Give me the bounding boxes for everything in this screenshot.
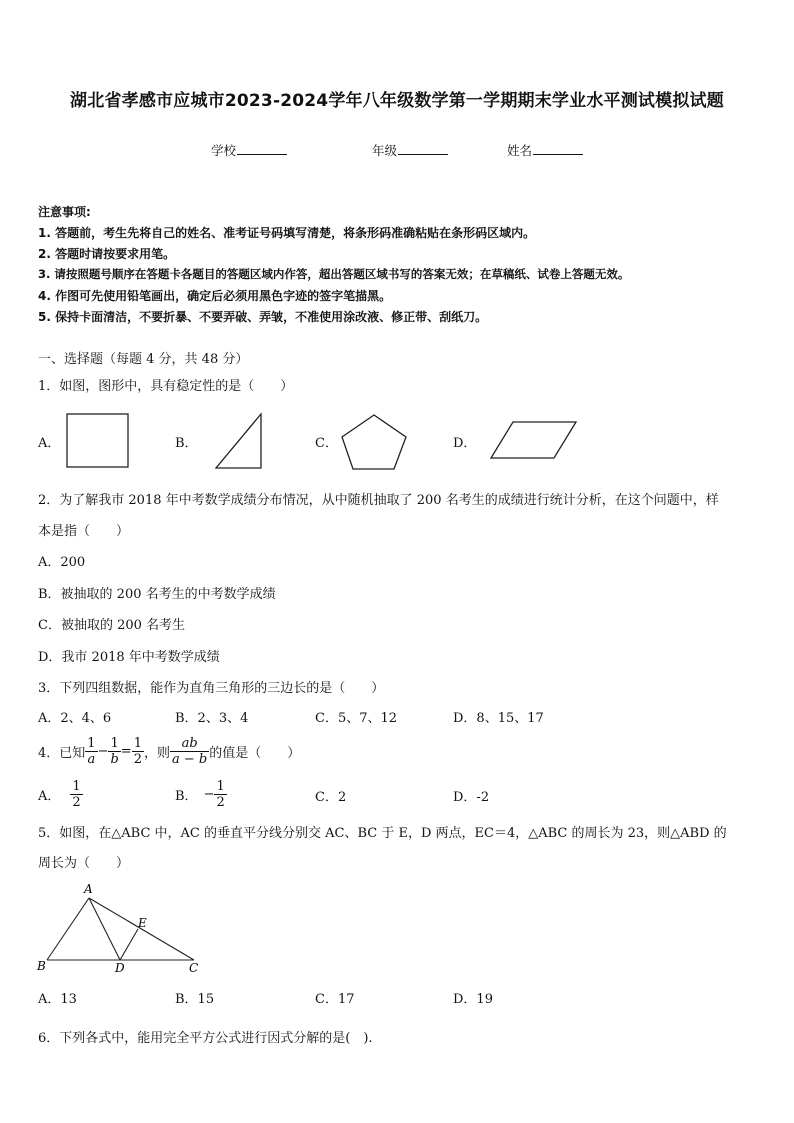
notice-item: 5. 保持卡面清洁，不要折暴、不要弄破、弄皱，不准使用涂改液、修正带、刮纸刀。: [38, 310, 488, 324]
q4-prefix: 4．已知: [38, 745, 86, 761]
minus-sign: −: [97, 743, 109, 759]
fraction-1-over-a: [85, 736, 97, 767]
parallelogram-icon: [489, 420, 579, 460]
fraction-one-half: [214, 779, 226, 810]
page-title: 湖北省孝感市应城市2023-2024学年八年级数学第一学期期末学业水平测试模拟试题: [70, 91, 724, 111]
triangle-abc-diagram: [34, 880, 209, 976]
fraction-denominator: b: [110, 751, 119, 767]
q3-option-d[interactable]: D．8、15、17: [453, 711, 544, 726]
square-icon: [66, 413, 130, 469]
name-field[interactable]: [507, 141, 583, 159]
vertex-label-c: C: [189, 961, 199, 975]
fraction-numerator: 1: [110, 735, 119, 751]
question-3-stem: 3．下列四组数据，能作为直角三角形的三边长的是（ ）: [38, 681, 385, 696]
grade-label: 年级: [372, 143, 398, 158]
q4-option-b[interactable]: [175, 776, 227, 812]
question-2-stem-cont: 本是指（ ）: [38, 524, 130, 539]
minus-sign: −: [203, 786, 215, 802]
notice-item: 1. 答题前，考生先将自己的姓名、准考证号码填写清楚，将条形码准确粘贴在条形码区域内。: [38, 226, 536, 240]
q5-option-c[interactable]: C．17: [315, 992, 355, 1007]
q4-mid: ，则: [143, 745, 170, 761]
fraction-numerator: 1: [216, 778, 225, 794]
q5-option-b[interactable]: B．15: [175, 992, 215, 1007]
question-5-stem: 5．如图，在△ABC 中，AC 的垂直平分线分别交 AC、BC 于 E，D 两点，EC＝4，△ABC 的周长为 23，则△ABD 的: [38, 826, 727, 841]
fraction-denominator: 2: [133, 751, 142, 767]
section-heading: 一、选择题（每题 4 分，共 48 分）: [38, 352, 249, 367]
q5-option-a[interactable]: A．13: [38, 992, 77, 1007]
name-label: 姓名: [507, 143, 533, 158]
option-label: A．: [38, 788, 61, 804]
q2-option-d[interactable]: D．我市 2018 年中考数学成绩: [38, 650, 220, 665]
question-1-stem: 1．如图，图形中，具有稳定性的是（ ）: [38, 379, 294, 394]
fraction-numerator: 1: [87, 735, 96, 751]
fraction-denominator: 2: [216, 794, 225, 810]
question-6-stem: 6．下列各式中，能用完全平方公式进行因式分解的是( ).: [38, 1031, 386, 1046]
q4-suffix: 的值是（ ）: [209, 745, 301, 761]
fraction-one-half: [70, 779, 82, 810]
q1-option-c[interactable]: C．: [315, 436, 338, 451]
q2-option-a[interactable]: A．200: [38, 555, 86, 570]
school-blank[interactable]: [237, 142, 287, 155]
notice-item: 3. 请按照题号顺序在答题卡各题目的答题区域内作答，超出答题区域书写的答案无效；在草稿纸、试卷上答题无效。: [38, 267, 630, 281]
grade-blank[interactable]: [398, 142, 448, 155]
q3-option-b[interactable]: B．2、3、4: [175, 711, 249, 726]
notice-item: 4. 作图可先使用铅笔画出，确定后必须用黑色字迹的签字笔描黑。: [38, 289, 392, 303]
school-label: 学校: [211, 143, 237, 158]
q3-option-a[interactable]: A．2、4、6: [38, 711, 112, 726]
fraction-1-over-2: [132, 736, 144, 767]
q1-option-d[interactable]: D．: [453, 436, 477, 451]
vertex-label-a: A: [84, 882, 93, 896]
q2-option-c[interactable]: C．被抽取的 200 名考生: [38, 618, 186, 633]
q5-option-d[interactable]: D．19: [453, 992, 493, 1007]
notice-item: 2. 答题时请按要求用笔。: [38, 247, 176, 261]
q4-option-c[interactable]: C．2: [315, 790, 347, 805]
grade-field[interactable]: [372, 141, 448, 159]
fraction-ab-over-a-minus-b: [170, 736, 209, 767]
q3-option-c[interactable]: C．5、7、12: [315, 711, 398, 726]
triangle-icon: [214, 412, 264, 470]
question-4-stem: [38, 732, 300, 770]
vertex-label-d: D: [115, 961, 125, 975]
fraction-denominator: 2: [72, 794, 81, 810]
q1-option-a[interactable]: A．: [38, 436, 61, 451]
question-2-stem: 2．为了解我市 2018 年中考数学成绩分布情况，从中随机抽取了 200 名考生的成绩进行统计分析，在这个问题中，样: [38, 493, 719, 508]
name-blank[interactable]: [533, 142, 583, 155]
fraction-numerator: ab: [181, 735, 198, 751]
fraction-denominator: a − b: [172, 751, 208, 767]
q2-option-b[interactable]: B．被抽取的 200 名考生的中考数学成绩: [38, 587, 276, 602]
fraction-denominator: a: [85, 751, 97, 767]
fraction-numerator: 1: [133, 735, 142, 751]
vertex-label-e: E: [138, 916, 147, 930]
equals-sign: =: [120, 743, 132, 759]
q4-option-d[interactable]: D．-2: [453, 790, 490, 805]
question-5-stem-cont: 周长为（ ）: [38, 856, 130, 871]
vertex-label-b: B: [37, 959, 46, 973]
notice-heading: 注意事项:: [38, 205, 91, 219]
fraction-1-over-b: [108, 736, 120, 767]
school-field[interactable]: [211, 141, 287, 159]
q1-option-b[interactable]: B．: [175, 436, 198, 451]
option-label: B．: [175, 788, 198, 804]
pentagon-icon: [340, 413, 408, 471]
q4-option-a[interactable]: [38, 776, 83, 812]
fraction-numerator: 1: [72, 778, 81, 794]
